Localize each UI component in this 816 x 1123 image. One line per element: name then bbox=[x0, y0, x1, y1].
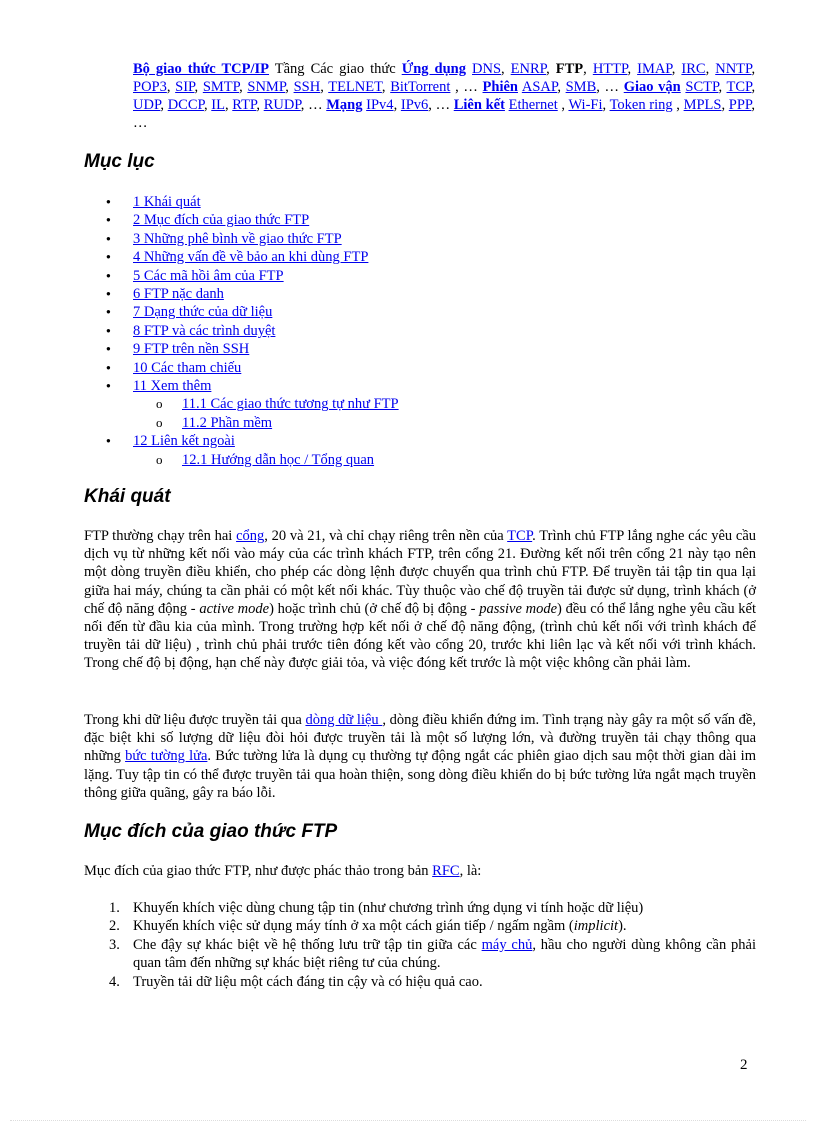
purpose-list bbox=[84, 899, 756, 991]
text-run: Truyền tải dữ liệu một cách đáng tin cậy và có hiệu quả cao. bbox=[133, 973, 483, 990]
toc-item bbox=[84, 248, 724, 266]
purpose-heading: Mục đích của giao thức FTP bbox=[84, 821, 338, 842]
text-run: Trong khi dữ liệu được truyền tải qua bbox=[84, 712, 306, 728]
page-bottom-divider bbox=[10, 1120, 806, 1121]
text-run: ) hoặc trình chủ (ở chế độ bị động - bbox=[269, 600, 480, 617]
text-run: FTP thường chạy trên hai bbox=[84, 528, 237, 544]
text-run: , hầu cho người dùng không cần phải quan tâm đến những sự khác biệt riêng tư của chúng. bbox=[133, 936, 756, 972]
toc-item bbox=[84, 193, 724, 211]
text-run: . Bức tường lửa là dụng cụ thường tự động ngắt các phiên giao dịch sau một thời gian dài im lặng. Tuy tập tin có thể được truyền tải qua hoàn thiện, song dòng điều khiển do bị bức tường lửa ngắt mạch truyền thông giữa quãng, gây ra báo lỗi. bbox=[84, 748, 756, 801]
protocol-link[interactable]: HTTP bbox=[592, 61, 628, 77]
protocol-link[interactable]: RUDP bbox=[263, 97, 301, 113]
ellipsis: … bbox=[308, 97, 323, 113]
protocol-link[interactable]: SSH bbox=[293, 79, 321, 95]
protocol-link[interactable]: Ethernet bbox=[508, 97, 558, 113]
purpose-intro bbox=[84, 862, 756, 880]
protocol-link[interactable]: SMB bbox=[565, 79, 597, 95]
toc-item bbox=[84, 377, 724, 432]
protocol-infobox: Bộ giao thức TCP/IP Tầng Các giao thức Ứng dụng DNS, ENRP, FTP, HTTP, IMAP, IRC, NNTP, POP3, SIP, SMTP, SNMP, SSH, TELNET, BitTorrent , … Phiên ASAP, SMB, … Giao vận SCTP, TCP, UDP, DCCP, IL, RTP, RUDP, … Mạng IPv4, IPv6, … Liên kết Ethernet , Wi-Fi, Token ring , MPLS, PPP, … bbox=[133, 61, 756, 131]
purpose-item bbox=[84, 917, 756, 935]
data-stream-link[interactable]: dòng dữ liệu bbox=[305, 712, 383, 728]
emphasis: passive mode bbox=[479, 600, 558, 617]
protocol-link[interactable]: DCCP bbox=[167, 97, 204, 113]
protocol-link[interactable]: NNTP bbox=[715, 61, 752, 77]
protocol-link[interactable]: BitTorrent bbox=[390, 79, 451, 95]
toc-subitem bbox=[133, 451, 724, 469]
overview-paragraph-2 bbox=[84, 711, 756, 802]
protocol-link[interactable]: RTP bbox=[232, 97, 257, 113]
toc-sublink[interactable]: 12.1 Hướng dẫn học / Tổng quan bbox=[182, 451, 375, 468]
text-run: Che đậy sự khác biệt về hệ thống lưu trữ tập tin giữa các bbox=[133, 936, 482, 953]
toc-item bbox=[84, 432, 724, 469]
toc-item bbox=[84, 322, 724, 340]
server-link[interactable]: máy chủ bbox=[481, 936, 533, 953]
protocol-link[interactable]: IL bbox=[211, 97, 225, 113]
toc-link[interactable]: 11 Xem thêm bbox=[133, 378, 212, 395]
protocol-link[interactable]: TELNET bbox=[328, 79, 382, 95]
text-run: , là: bbox=[459, 863, 482, 879]
item-number: 1. bbox=[109, 900, 120, 916]
toc-subitem bbox=[133, 414, 724, 432]
ellipsis: … bbox=[435, 97, 451, 113]
layer-link-session[interactable]: Phiên bbox=[482, 79, 518, 95]
toc-link[interactable]: 3 Những phê bình về giao thức FTP bbox=[133, 230, 342, 247]
toc-link[interactable]: 5 Các mã hồi âm của FTP bbox=[133, 267, 284, 284]
tcp-link[interactable]: TCP bbox=[507, 528, 533, 544]
text-run: ) đều có thể lắng nghe yêu cầu kết nối đến từ đầu kia của mình. Trong trường hợp kết nối ở chế độ năng động, (trình chủ kết nối với trình khách để truyền tải dữ liệu) , trình chủ phải trước tiên đóng kết vào cổng 20, trước khi liên lạc và kết nối với trình khách. Trong chế độ bị động, hạn chế này được giải tỏa, và việc đóng kết trước là một việc không cần phải làm. bbox=[84, 600, 757, 672]
toc-link[interactable]: 7 Dạng thức của dữ liệu bbox=[133, 304, 273, 321]
ports-link[interactable]: cổng bbox=[236, 528, 265, 544]
protocols-label: Các giao thức bbox=[310, 61, 396, 77]
toc-link[interactable]: 1 Khái quát bbox=[133, 194, 201, 210]
table-of-contents bbox=[84, 193, 724, 469]
protocol-link[interactable]: ASAP bbox=[521, 79, 558, 95]
toc-link[interactable]: 10 Các tham chiếu bbox=[133, 359, 242, 376]
toc-link[interactable]: 8 FTP và các trình duyệt bbox=[133, 322, 276, 339]
toc-link[interactable]: 2 Mục đích của giao thức FTP bbox=[133, 212, 310, 229]
protocol-link[interactable]: TCP bbox=[726, 79, 752, 95]
page-number: 2 bbox=[740, 1057, 748, 1073]
protocol-link[interactable]: IMAP bbox=[637, 61, 672, 77]
protocol-link[interactable]: Wi-Fi bbox=[568, 97, 603, 113]
toc-item bbox=[84, 340, 724, 358]
purpose-item bbox=[84, 936, 756, 973]
protocol-link[interactable]: SNMP bbox=[247, 79, 286, 95]
text-run: . Trình chủ FTP lắng nghe các yêu cầu dịch vụ từ những kết nối vào máy của các trình khách FTP, trên cổng 21. Đường kết nối trên cổng 21 này tạo nên một dòng truyền điều khiển, cho phép các dòng lệnh được chuyển qua trình chủ FTP. Để truyền tải tập tin qua lại giữa hai máy, chúng ta cần phải có một kết nối khác. Tùy thuộc vào chế độ truyền tải được sử dụng, trình khách (ở chế độ năng động - bbox=[84, 528, 757, 617]
rfc-link[interactable]: RFC bbox=[432, 863, 460, 879]
text-run: Khuyến khích việc sử dụng máy tính ở xa một cách gián tiếp / ngấm ngầm ( bbox=[133, 918, 574, 935]
overview-paragraph-1 bbox=[84, 527, 756, 673]
ellipsis: … bbox=[133, 115, 148, 131]
toc-link[interactable]: 12 Liên kết ngoài bbox=[133, 433, 235, 450]
layer-label: Tầng bbox=[274, 61, 305, 77]
layer-link-network[interactable]: Mạng bbox=[326, 97, 363, 113]
protocol-current: FTP bbox=[555, 61, 584, 77]
layer-link-link[interactable]: Liên kết bbox=[453, 97, 505, 113]
layer-link-transport[interactable]: Giao vận bbox=[623, 79, 681, 95]
protocol-link[interactable]: DNS bbox=[472, 61, 502, 77]
protocol-link[interactable]: MPLS bbox=[683, 97, 722, 113]
text-run: ). bbox=[618, 918, 627, 935]
text-run: Mục đích của giao thức FTP, như được phác thảo trong bản bbox=[84, 863, 433, 879]
protocol-link[interactable]: POP3 bbox=[133, 79, 167, 95]
protocol-link[interactable]: PPP bbox=[728, 97, 752, 113]
protocol-link[interactable]: SIP bbox=[175, 79, 195, 95]
firewall-link[interactable]: bức tường lửa bbox=[125, 748, 208, 765]
layer-link-application[interactable]: Ứng dụng bbox=[401, 61, 466, 77]
toc-sublink[interactable]: 11.2 Phần mềm bbox=[182, 414, 273, 431]
toc-link[interactable]: 9 FTP trên nền SSH bbox=[133, 341, 250, 358]
toc-heading: Mục lục bbox=[84, 151, 155, 172]
emphasis: implicit bbox=[573, 918, 619, 935]
toc-item bbox=[84, 303, 724, 321]
protocol-link[interactable]: IPv6 bbox=[400, 97, 429, 113]
text-run: Khuyến khích việc dùng chung tập tin (như chương trình ứng dụng vi tính hoặc dữ liệu) bbox=[133, 900, 644, 916]
toc-item bbox=[84, 211, 724, 229]
item-number: 2. bbox=[109, 918, 120, 935]
toc-link[interactable]: 6 FTP nặc danh bbox=[133, 286, 224, 303]
emphasis: active mode bbox=[199, 600, 270, 617]
toc-link[interactable]: 4 Những vấn đề về bảo an khi dùng FTP bbox=[133, 249, 369, 266]
toc-item bbox=[84, 230, 724, 248]
protocol-link[interactable]: IRC bbox=[681, 61, 706, 77]
protocol-link[interactable]: IPv4 bbox=[366, 97, 394, 113]
protocol-link[interactable]: SMTP bbox=[202, 79, 240, 95]
protocol-link[interactable]: SCTP bbox=[685, 79, 719, 95]
protocol-suite-link[interactable]: Bộ giao thức TCP/IP bbox=[133, 61, 270, 77]
overview-heading: Khái quát bbox=[84, 486, 171, 507]
toc-item bbox=[84, 285, 724, 303]
protocol-link[interactable]: ENRP bbox=[510, 61, 547, 77]
purpose-item bbox=[84, 973, 756, 991]
protocol-link[interactable]: Token ring bbox=[609, 97, 673, 113]
item-number: 4. bbox=[109, 973, 120, 990]
toc-sublink[interactable]: 11.1 Các giao thức tương tự như FTP bbox=[182, 396, 399, 413]
protocol-link[interactable]: UDP bbox=[133, 97, 161, 113]
toc-item bbox=[84, 359, 724, 377]
ellipsis: … bbox=[463, 79, 478, 95]
item-number: 3. bbox=[109, 936, 120, 953]
text-run: , 20 và 21, và chỉ chạy riêng trên nền của bbox=[264, 528, 508, 544]
text-run: , dòng điều khiển đứng im. Tình trạng này gây ra một số vấn đề, đặc biệt khi số lượng dữ liệu đòi hỏi được truyền tải là một số lượng lớn, và đường truyền tải chạy thông qua những bbox=[84, 712, 756, 765]
toc-subitem bbox=[133, 395, 724, 413]
purpose-item bbox=[84, 899, 756, 917]
ellipsis: … bbox=[604, 79, 620, 95]
toc-item bbox=[84, 267, 724, 285]
